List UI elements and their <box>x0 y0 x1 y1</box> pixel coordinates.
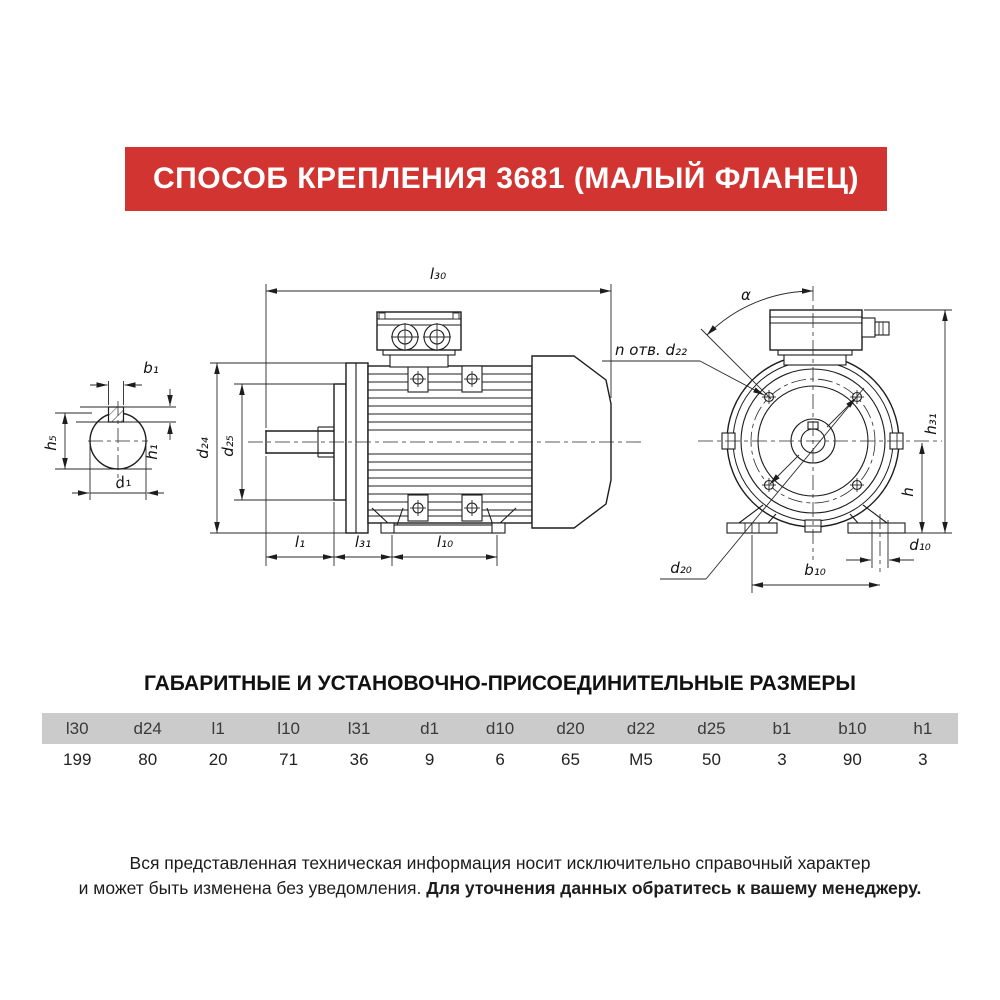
disclaimer-bold: Для уточнения данных обратитесь к вашему менеджеру. <box>426 877 922 898</box>
label-d10: d₁₀ <box>909 536 931 554</box>
label-d25: d₂₅ <box>219 435 237 457</box>
dim-value: 9 <box>424 750 435 769</box>
col-header: b1 <box>772 718 792 738</box>
banner-title: СПОСОБ КРЕПЛЕНИЯ 3681 (МАЛЫЙ ФЛАНЕЦ) <box>153 162 859 195</box>
col-header: l31 <box>347 718 371 738</box>
dim-value: 6 <box>495 750 505 769</box>
dim-value: 20 <box>208 750 228 769</box>
label-d20: d₂₀ <box>670 559 692 577</box>
label-l31: l₃₁ <box>354 533 372 551</box>
dimensions-table-values <box>42 744 958 776</box>
motor-front-view <box>602 286 952 593</box>
col-header: d20 <box>556 718 585 738</box>
col-header: h1 <box>913 718 933 738</box>
label-l1: l₁ <box>294 533 306 551</box>
dim-value: M5 <box>629 750 653 769</box>
label-b10: b₁₀ <box>804 561 826 579</box>
disclaimer-line2: и может быть изменена без уведомления. Для уточнения данных обратитесь к вашему менеджеру. <box>78 877 922 898</box>
label-l30: l₃₀ <box>429 265 447 283</box>
motor-side-view <box>194 265 642 566</box>
col-header: b10 <box>838 718 867 738</box>
label-d1: d₁ <box>113 471 133 493</box>
col-header: l1 <box>211 718 225 738</box>
dim-value: 80 <box>138 750 158 769</box>
terminal-box-side <box>377 312 461 367</box>
col-header: d24 <box>133 718 162 738</box>
dimensions-table <box>42 713 958 776</box>
col-header: d10 <box>485 718 515 738</box>
dim-value: 3 <box>918 750 928 769</box>
label-b1: b₁ <box>143 359 159 377</box>
col-header: l10 <box>277 718 300 738</box>
dim-value: 90 <box>842 750 862 769</box>
col-header: d25 <box>697 718 726 738</box>
label-alpha: α <box>741 286 751 304</box>
col-header: d1 <box>420 718 440 738</box>
label-h: h <box>899 487 917 497</box>
terminal-box-front <box>770 310 889 365</box>
dim-value: 65 <box>561 750 580 769</box>
disclaimer-line1: Вся представленная техническая информация носит исключительно справочный характер <box>129 853 871 873</box>
dimensions-table-header <box>42 713 958 744</box>
shaft-section-view <box>42 359 176 500</box>
col-header: d22 <box>626 718 656 738</box>
label-h1: h₁ <box>143 444 161 460</box>
disclaimer <box>0 851 1000 900</box>
dim-value: 50 <box>701 750 721 769</box>
dim-value: 3 <box>777 750 787 769</box>
dim-value: 199 <box>63 750 92 769</box>
dim-value: 71 <box>279 750 299 769</box>
cable-gland <box>862 318 889 337</box>
label-l10: l₁₀ <box>436 533 454 551</box>
dim-value: 36 <box>349 750 369 769</box>
dimensions-table-title: ГАБАРИТНЫЕ И УСТАНОВОЧНО-ПРИСОЕДИНИТЕЛЬНЫЕ РАЗМЕРЫ <box>143 672 856 695</box>
label-d24: d₂₄ <box>194 437 212 459</box>
col-header: l30 <box>65 718 89 738</box>
label-h31: h₃₁ <box>922 413 940 435</box>
label-n-otv-d22: n отв. d₂₂ <box>614 341 688 359</box>
label-h5: h₅ <box>42 435 60 451</box>
